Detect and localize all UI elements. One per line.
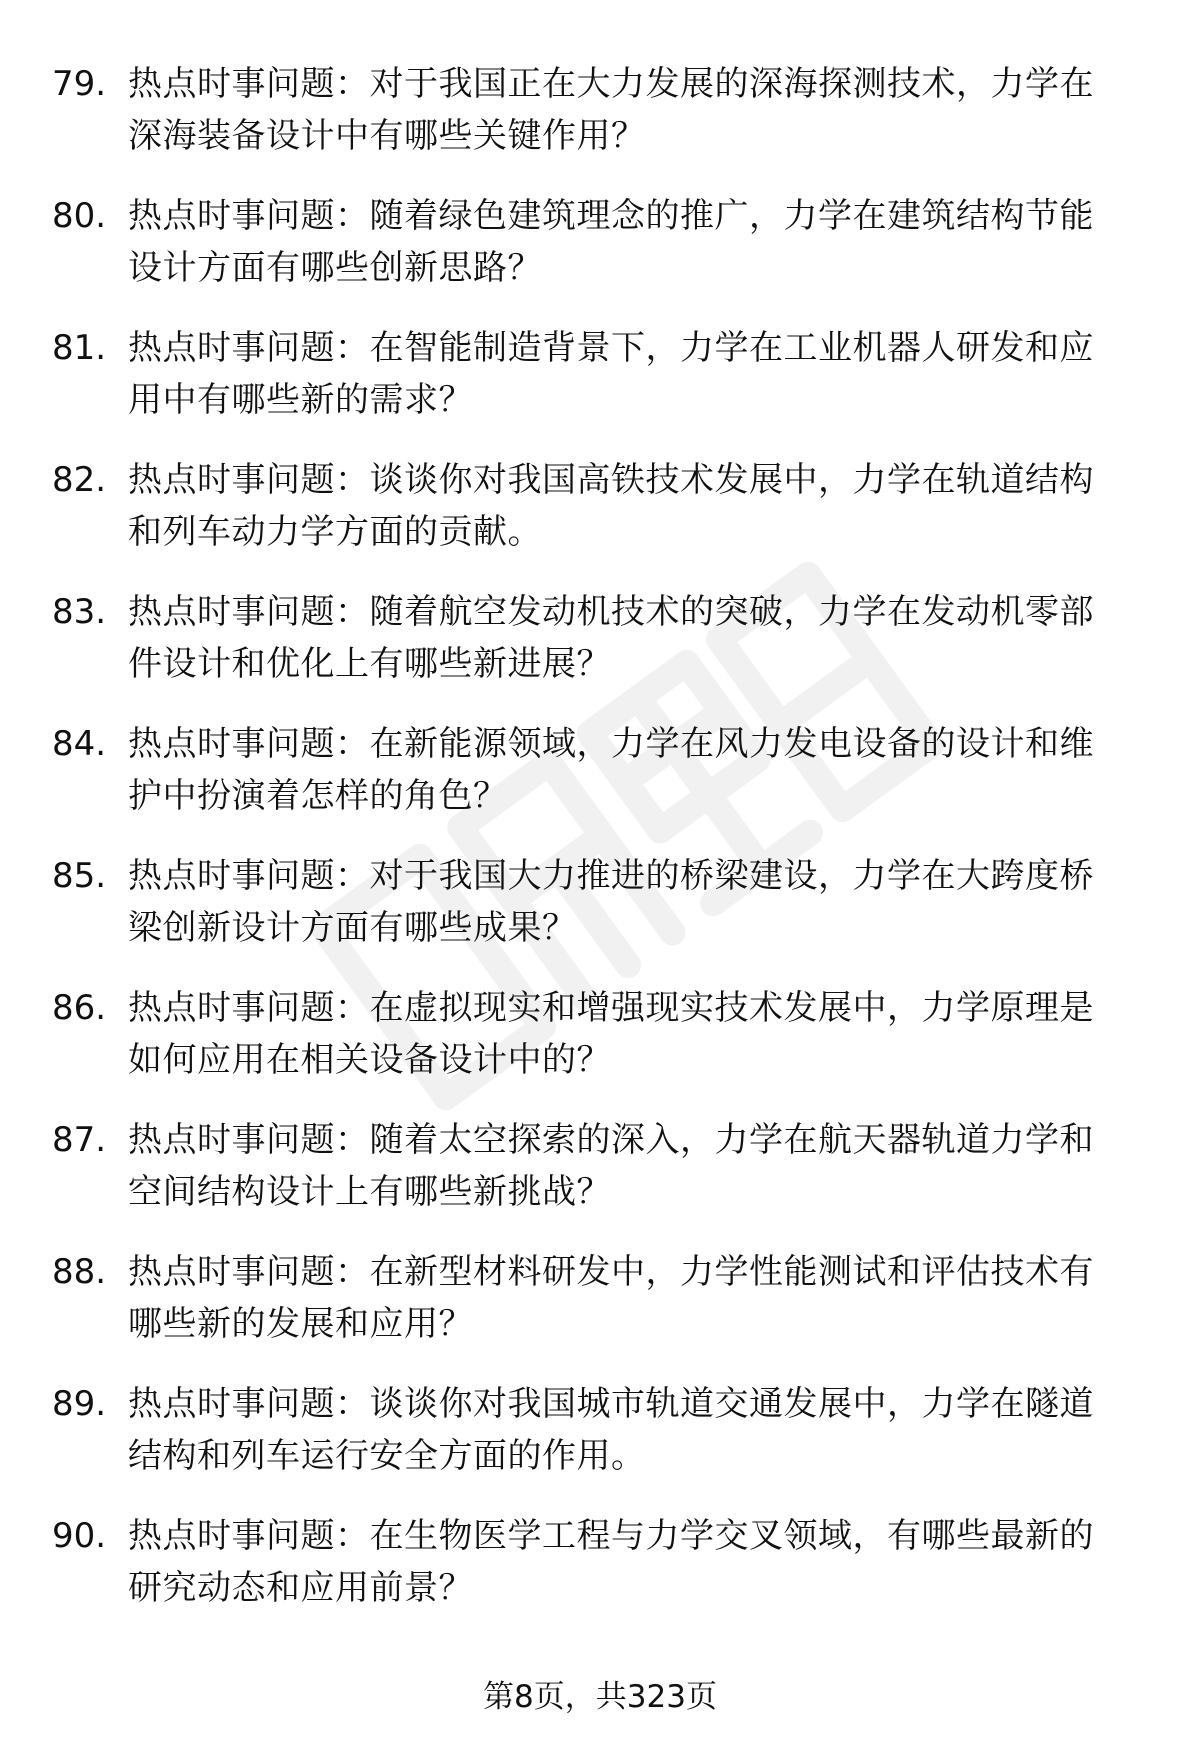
question-line: 热点时事问题：对于我国正在大力发展的深海探测技术，力学在 (128, 64, 1094, 104)
question-line: 设计方面有哪些创新思路？ (128, 248, 542, 288)
question-line: 热点时事问题：随着航空发动机技术的突破，力学在发动机零部 (128, 592, 1094, 632)
question-item (52, 58, 1142, 190)
question-number: 85. (52, 856, 107, 896)
question-line: 研究动态和应用前景？ (128, 1568, 473, 1608)
question-line: 热点时事问题：对于我国大力推进的桥梁建设，力学在大跨度桥 (128, 856, 1094, 896)
question-text (128, 1246, 1138, 1350)
question-text (128, 58, 1138, 162)
question-item (52, 850, 1142, 982)
question-line: 热点时事问题：谈谈你对我国城市轨道交通发展中，力学在隧道 (128, 1384, 1094, 1424)
question-text (128, 586, 1138, 690)
question-number: 80. (52, 196, 107, 236)
question-line: 热点时事问题：在虚拟现实和增强现实技术发展中，力学原理是 (128, 988, 1094, 1028)
question-item (52, 586, 1142, 718)
question-number: 82. (52, 460, 107, 500)
question-line: 热点时事问题：随着绿色建筑理念的推广，力学在建筑结构节能 (128, 196, 1094, 236)
page-number-footer: 第8页，共323页 (483, 1679, 717, 1715)
question-number: 79. (52, 64, 107, 104)
question-line: 和列车动力学方面的贡献。 (128, 512, 542, 552)
question-line: 热点时事问题：在生物医学工程与力学交叉领域，有哪些最新的 (128, 1516, 1094, 1556)
question-line: 热点时事问题：随着太空探索的深入，力学在航天器轨道力学和 (128, 1120, 1094, 1160)
question-number: 88. (52, 1252, 107, 1292)
question-item (52, 454, 1142, 586)
question-item (52, 1246, 1142, 1378)
question-line: 如何应用在相关设备设计中的？ (128, 1040, 611, 1080)
question-text (128, 982, 1138, 1086)
question-line: 件设计和优化上有哪些新进展？ (128, 644, 611, 684)
question-text (128, 454, 1138, 558)
question-line: 用中有哪些新的需求？ (128, 380, 473, 420)
question-number: 90. (52, 1516, 107, 1556)
question-item (52, 190, 1142, 322)
question-number: 86. (52, 988, 107, 1028)
question-line: 空间结构设计上有哪些新挑战？ (128, 1172, 611, 1212)
question-item (52, 718, 1142, 850)
question-text (128, 1510, 1138, 1614)
question-text (128, 190, 1138, 294)
question-list (52, 58, 1142, 1642)
question-line: 热点时事问题：在新能源领域，力学在风力发电设备的设计和维 (128, 724, 1094, 764)
question-text (128, 1114, 1138, 1218)
question-number: 84. (52, 724, 107, 764)
question-number: 89. (52, 1384, 107, 1424)
question-item (52, 982, 1142, 1114)
question-line: 热点时事问题：谈谈你对我国高铁技术发展中，力学在轨道结构 (128, 460, 1094, 500)
question-line: 结构和列车运行安全方面的作用。 (128, 1436, 646, 1476)
question-line: 热点时事问题：在智能制造背景下，力学在工业机器人研发和应 (128, 328, 1094, 368)
question-line: 深海装备设计中有哪些关键作用？ (128, 116, 646, 156)
question-line: 热点时事问题：在新型材料研发中，力学性能测试和评估技术有 (128, 1252, 1094, 1292)
question-item (52, 1378, 1142, 1510)
question-text (128, 718, 1138, 822)
question-item (52, 1510, 1142, 1642)
question-text (128, 1378, 1138, 1482)
question-item (52, 1114, 1142, 1246)
question-text (128, 322, 1138, 426)
question-line: 哪些新的发展和应用？ (128, 1304, 473, 1344)
question-item (52, 322, 1142, 454)
question-number: 83. (52, 592, 107, 632)
question-number: 87. (52, 1120, 107, 1160)
question-text (128, 850, 1138, 954)
question-line: 梁创新设计方面有哪些成果？ (128, 908, 577, 948)
question-number: 81. (52, 328, 107, 368)
question-line: 护中扮演着怎样的角色？ (128, 776, 508, 816)
